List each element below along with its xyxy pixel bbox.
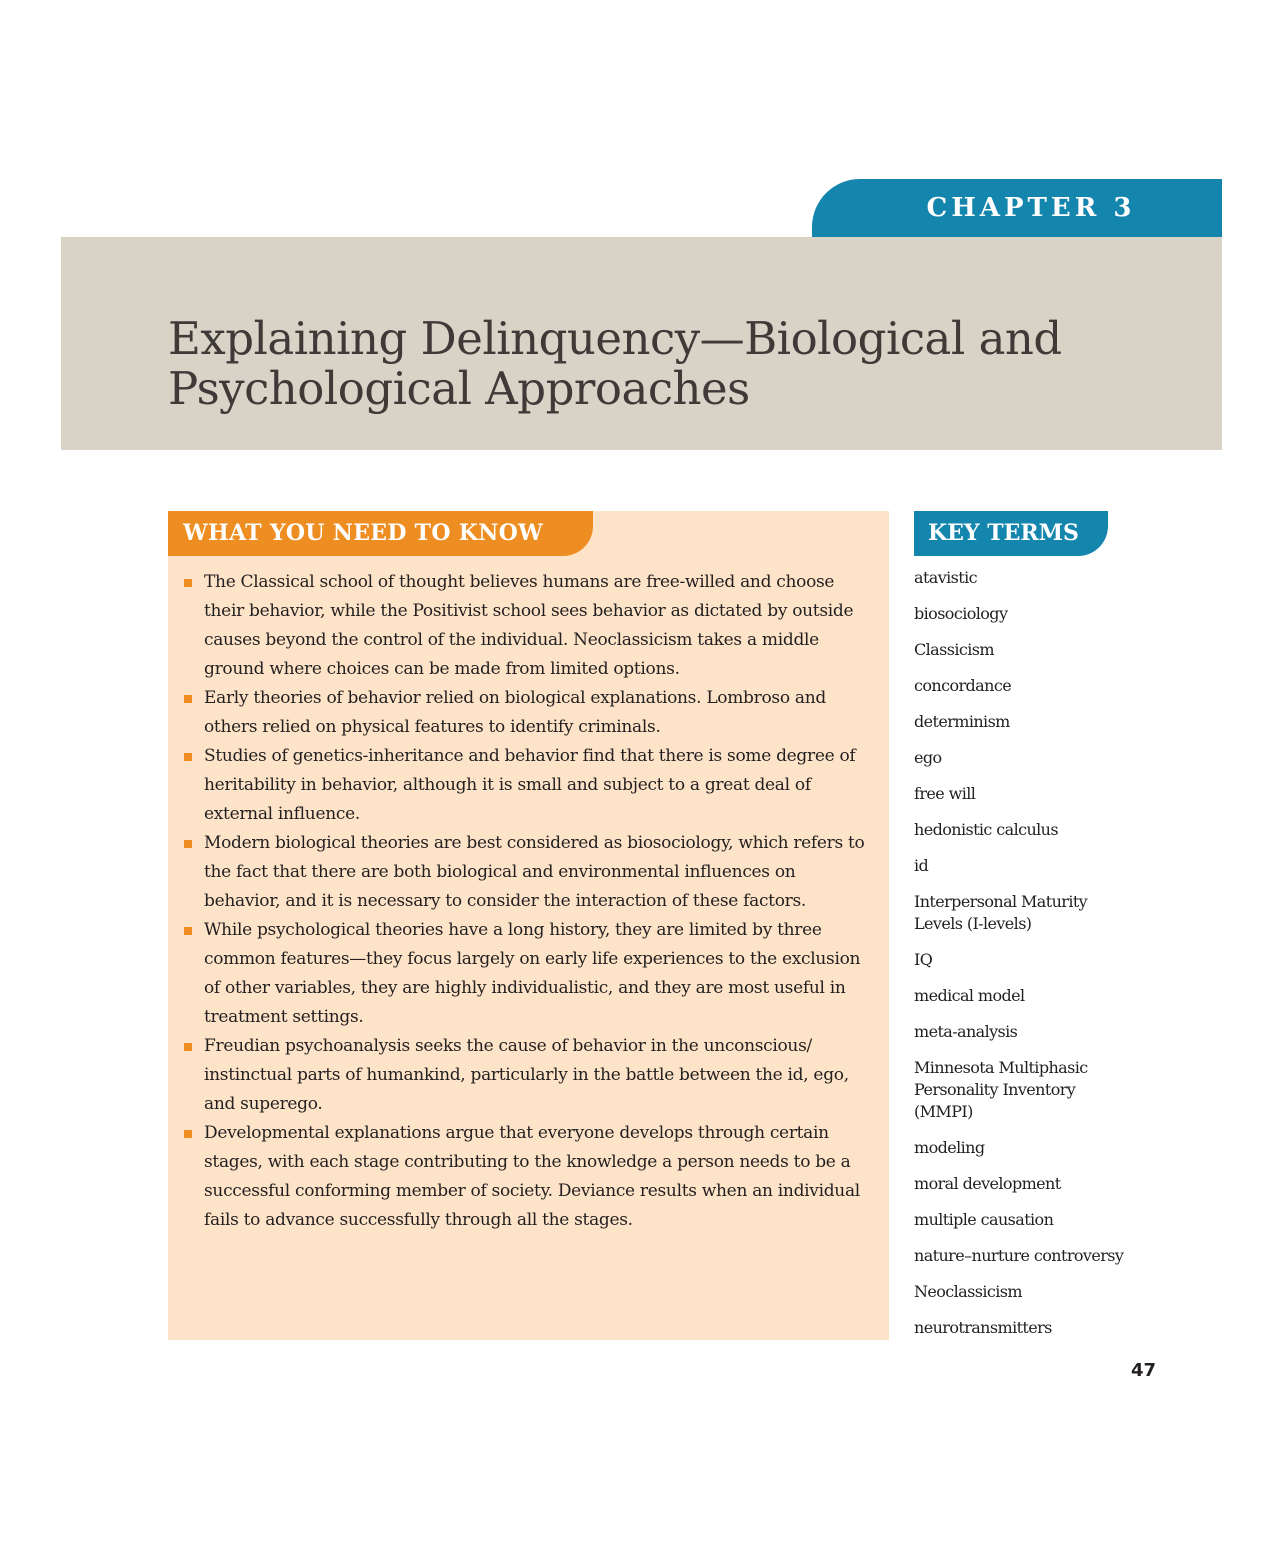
square-bullet-icon (184, 927, 192, 935)
key-term: multiple causation (914, 1210, 1054, 1229)
chapter-label: CHAPTER 3 (812, 179, 1222, 237)
list-item-text: Early theories of behavior relied on biological explanations. Lombroso and others relied on physical features to identify criminals. (204, 688, 826, 737)
chapter-title (168, 314, 1068, 414)
key-term: neurotransmitters (914, 1318, 1052, 1337)
list-item (184, 684, 874, 742)
key-term: determinism (914, 712, 1010, 731)
key-term: medical model (914, 986, 1025, 1005)
list-item (184, 568, 874, 684)
chapter-title-line-2: Psychological Approaches (168, 362, 750, 415)
list-item (184, 829, 874, 916)
key-term: id (914, 856, 929, 875)
list-item-text: Developmental explanations argue that everyone develops through certain stages, with each stage contributing to the knowledge a person needs to be a successful conforming member of society. Deviance results when an individual fails to advance successfully through all the stages. (204, 1123, 860, 1230)
key-term: free will (914, 784, 976, 803)
key-term: hedonistic calculus (914, 820, 1058, 839)
key-term: Neoclassicism (914, 1282, 1022, 1301)
list-item-text: The Classical school of thought believes humans are free-willed and choose their behavior, while the Positivist school sees behavior as dictated by outside causes beyond the control of the individual. Neoclassicism takes a middle ground where choices can be made from limited options. (204, 572, 854, 679)
key-term: Classicism (914, 640, 994, 659)
square-bullet-icon (184, 1130, 192, 1138)
key-term: biosociology (914, 604, 1008, 623)
key-term: meta-analysis (914, 1022, 1018, 1041)
chapter-title-line-1: Explaining Delinquency—Biological and (168, 312, 1062, 365)
key-term: nature–nurture controversy (914, 1246, 1124, 1265)
square-bullet-icon (184, 1043, 192, 1051)
key-term: Minnesota Multiphasic Personality Inventory (MMPI) (914, 1058, 1088, 1121)
list-item (184, 1032, 874, 1119)
key-term: moral development (914, 1174, 1061, 1193)
list-item-text: Studies of genetics-inheritance and behavior find that there is some degree of heritability in behavior, although it is small and subject to a great deal of external influence. (204, 746, 856, 824)
key-term: modeling (914, 1138, 985, 1157)
square-bullet-icon (184, 579, 192, 587)
key-terms-heading: KEY TERMS (914, 511, 1108, 556)
key-term: ego (914, 748, 942, 767)
what-you-need-to-know-heading: WHAT YOU NEED TO KNOW (168, 511, 593, 556)
list-item (184, 916, 874, 1032)
list-item-text: Modern biological theories are best considered as biosociology, which refers to the fact that there are both biological and environmental influences on behavior, and it is necessary to consider the interaction of these factors. (204, 833, 865, 911)
what-you-need-to-know-panel (168, 511, 889, 1340)
square-bullet-icon (184, 840, 192, 848)
key-term: atavistic (914, 568, 977, 587)
square-bullet-icon (184, 695, 192, 703)
key-term: concordance (914, 676, 1012, 695)
key-terms-list (914, 567, 1129, 1353)
list-item (184, 1119, 874, 1235)
what-you-need-to-know-list (184, 568, 874, 1235)
list-item (184, 742, 874, 829)
list-item-text: While psychological theories have a long history, they are limited by three common features—they focus largely on early life experiences to the exclusion of other variables, they are highly individualistic, and they are most useful in treatment settings. (204, 920, 861, 1027)
list-item-text: Freudian psychoanalysis seeks the cause of behavior in the unconscious/ instinctual parts of humankind, particularly in the battle between the id, ego, and superego. (204, 1036, 849, 1114)
key-term: Interpersonal Maturity Levels (I-levels) (914, 892, 1088, 933)
square-bullet-icon (184, 753, 192, 761)
page-number: 47 (1130, 1360, 1156, 1381)
key-term: IQ (914, 950, 933, 969)
